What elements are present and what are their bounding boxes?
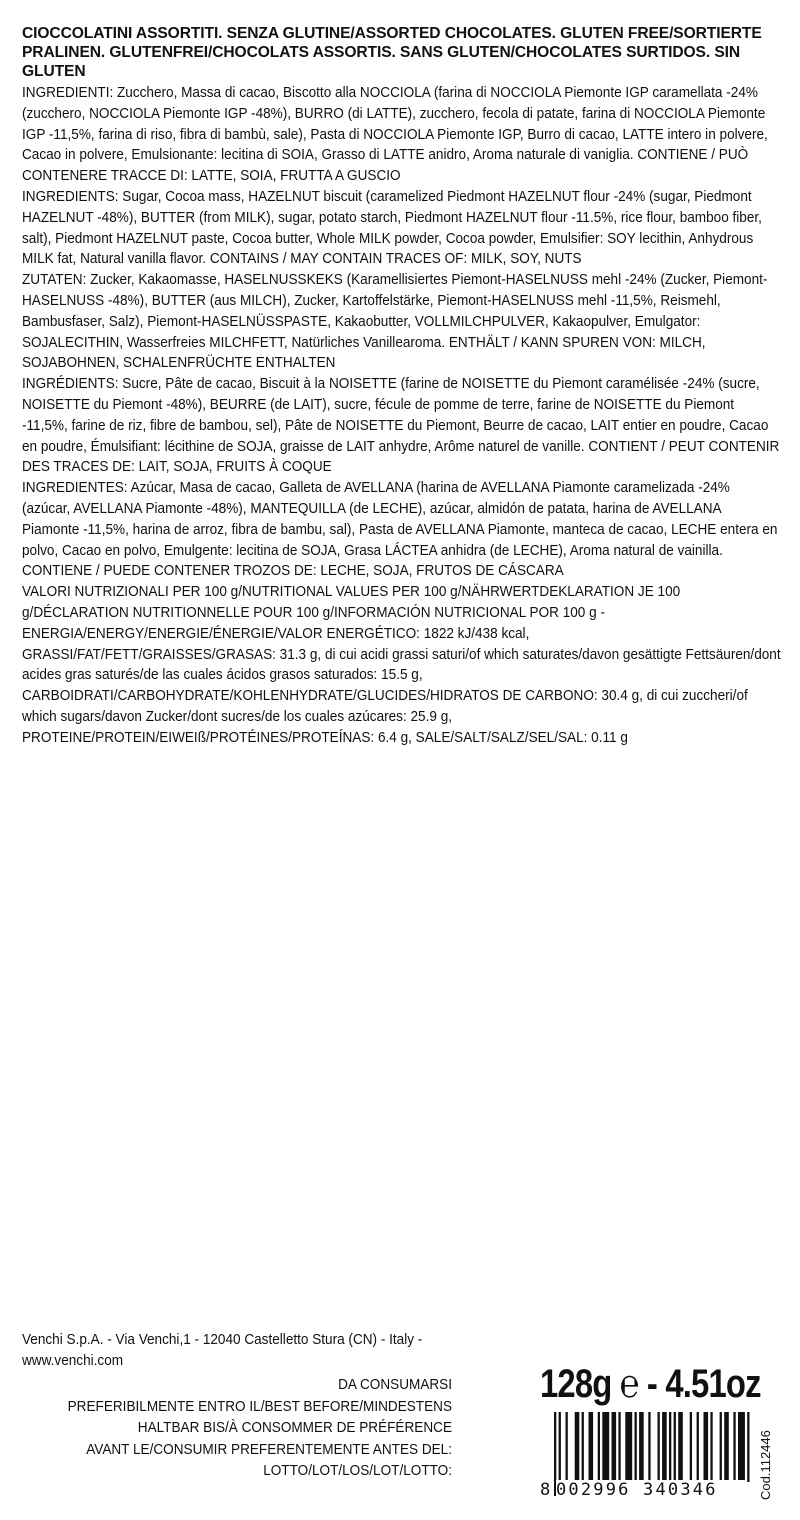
nutrition-table [22, 582, 782, 748]
barcode-bar [618, 1412, 620, 1482]
barcode-bar [625, 1412, 632, 1482]
nutrition-energy: ENERGIA/ENERGY/ENERGIE/ÉNERGIE/VALOR ENERGÉTICO: 1822 kJ/438 kcal, [22, 625, 530, 642]
ingredients-en: INGREDIENTS: Sugar, Cocoa mass, HAZELNUT biscuit (caramelized Piedmont HAZELNUT flour -24% (sugar, Piedmont HAZELNUT -48%), BUTTER (from MILK), sugar, potato starch, Piedmont HAZELNUT flour -11.5%, rice flour, bamboo fiber, salt), Piedmont HAZELNUT paste, Cocoa butter, Whole MILK powder, Cocoa powder, Emulsifier: SOY lecithin, Anhydrous MILK fat, Natural vanilla flavor. CONTAINS / MAY CONTAIN TRACES OF: MILK, SOY, NUTS [22, 188, 762, 268]
barcode-bar [602, 1412, 609, 1482]
barcode-bar [733, 1412, 735, 1482]
barcode-bar [738, 1412, 745, 1482]
barcode-bar [669, 1412, 671, 1482]
nutrition-protein: PROTEINE/PROTEIN/EIWEIß/PROTÉINES/PROTEÍNAS: 6.4 g, SALE/SALT/SALZ/SEL/SAL: 0.11 g [22, 729, 628, 746]
barcode-bar [612, 1412, 617, 1482]
best-before-line-1: DA CONSUMARSI [338, 1377, 452, 1393]
barcode-bar [658, 1412, 660, 1482]
nutrition-fat: GRASSI/FAT/FETT/GRAISSES/GRASAS: 31.3 g, di cui acidi grassi saturi/of which saturates/davon gesättigte Fettsäuren/dont acides gras saturés/de las cuales ácidos grasos saturados: 15.5 g, [22, 646, 781, 684]
best-before-line-2: PREFERIBILMENTE ENTRO IL/BEST BEFORE/MINDESTENS [67, 1398, 452, 1415]
barcode-bar [747, 1412, 749, 1482]
barcode-bar [648, 1412, 650, 1482]
barcode-bar [697, 1412, 699, 1482]
barcode-bar [639, 1412, 644, 1482]
barcode-bar [724, 1412, 729, 1482]
barcode-bar [710, 1412, 712, 1482]
barcode-bar [635, 1412, 637, 1482]
ingredients-de: ZUTATEN: Zucker, Kakaomasse, HASELNUSSKEKS (Karamellisiertes Piemont-HASELNUSS mehl -24% (Zucker, Piemont-HASELNUSS -48%), BUTTER (aus MILCH), Zucker, Kartoffelstärke, Piemont-HASELNUSS mehl -11,5%, Reismehl, Bambusfaser, Salz), Piemont-HASELNÜSSPASTE, Kakaobutter, VOLLMILCHPULVER, Kakaopulver, Emulgator: SOJALECITHIN, Wasserfreies MILCHFETT, Natürliches Vanillearoma. ENTHÄLT / KANN SPUREN VON: MILCH, SOJABOHNEN, SCHALENFRÜCHTE ENTHALTEN [22, 272, 768, 372]
barcode-bar [582, 1412, 584, 1482]
barcode-bar [575, 1412, 580, 1482]
ingredients-fr: INGRÉDIENTS: Sucre, Pâte de cacao, Biscuit à la NOISETTE (farine de NOISETTE du Piemont caramélisée -24% (sucre, NOISETTE du Piemont -48%), BEURRE (de LAIT), sucre, fécule de pomme de terre, farine de NOISETTE du Piemont -11,5%, farine de riz, fibre de bambou, sel), Pâte de NOISETTE du Piemont, Beurre de cacao, LAIT entier en poudre, Cacao en poudre, Émulsifiant: lécithine de SOJA, graisse de LAIT anhydre, Arôme naturel de vanille. CONTIENT / PEUT CONTENIR DES TRACES DE: LAIT, SOJA, FRUITS À COQUE [22, 376, 780, 476]
product-code: Cod.112446 [758, 1430, 773, 1500]
ingredients-es: INGREDIENTES: Azúcar, Masa de cacao, Galleta de AVELLANA (harina de AVELLANA Piamonte caramelizada -24% (azúcar, AVELLANA Piamonte -48%), MANTEQUILLA (de LECHE), azúcar, almidón de patata, harina de AVELLANA Piamonte -11,5%, harina de arroz, fibra de bambu, sal), Pasta de AVELLANA Piamonte, manteca de cacao, LECHE entera en polvo, Cacao en polvo, Emulgente: lecitina de SOJA, Grasa LÁCTEA anhidra (de LECHE), Aroma natural de vainilla. CONTIENE / PUEDE CONTENER TROZOS DE: LECHE, SOJA, FRUTOS DE CÁSCARA [22, 480, 778, 580]
product-title: CIOCCOLATINI ASSORTITI. SENZA GLUTINE/ASSORTED CHOCOLATES. GLUTEN FREE/SORTIERTE PRALINEN. GLUTENFREI/CHOCOLATS ASSORTIS. SANS GLUTEN/CHOCOLATES SURTIDOS. SIN GLUTEN [22, 25, 762, 80]
barcode-number: 002996 340346 [556, 1480, 746, 1500]
net-weight: 128g ℮ - 4.51oz [540, 1362, 761, 1406]
ingredients-it: INGREDIENTI: Zucchero, Massa di cacao, Biscotto alla NOCCIOLA (farina di NOCCIOLA Piemonte IGP caramellata -24% (zucchero, NOCCIOLA Piemonte IGP -48%), BURRO (di LATTE), zucchero, fecola di patate, farina di NOCCIOLA Piemonte IGP -11,5%, farina di riso, fibra di bambù, sale), Pasta di NOCCIOLA Piemonte IGP, Burro di cacao, LATTE intero in polvere, Cacao in polvere, Emulsionante: lecitina di SOIA, Grasso di LATTE anidro, Aroma naturale di vaniglia. CONTIENE / PUÒ CONTENERE TRACCE DI: LATTE, SOIA, FRUTTA A GUSCIO [22, 85, 768, 185]
best-before-line-4: AVANT LE/CONSUMIR PREFERENTEMENTE ANTES DEL: [86, 1441, 452, 1458]
barcode-bar [720, 1412, 722, 1482]
barcode-bar [704, 1412, 709, 1482]
nutrition-heading: VALORI NUTRIZIONALI PER 100 g/NUTRITIONAL VALUES PER 100 g/NÄHRWERTDEKLARATION JE 100 g/DÉCLARATION NUTRITIONNELLE POUR 100 g/INFORMACIÓN NUTRICIONAL POR 100 g - [22, 584, 681, 621]
best-before-block [22, 1375, 452, 1483]
company-address: Venchi S.p.A. - Via Venchi,1 - 12040 Castelletto Stura (CN) - Italy - www.venchi.com [22, 1332, 423, 1369]
barcode-bar [690, 1412, 692, 1482]
barcode-first-digit: 8 [540, 1480, 551, 1500]
barcode-bar [598, 1412, 600, 1482]
barcode-bar [566, 1412, 568, 1482]
lot-line: LOTTO/LOT/LOS/LOT/LOTTO: [263, 1463, 452, 1479]
label-text-block [22, 24, 782, 749]
best-before-line-3: HALTBAR BIS/À CONSOMMER DE PRÉFÉRENCE [137, 1420, 453, 1436]
barcode-bar [589, 1412, 594, 1482]
barcode-bar [662, 1412, 667, 1482]
nutrition-carbs: CARBOIDRATI/CARBOHYDRATE/KOHLENHYDRATE/GLUCIDES/HIDRATOS DE CARBONO: 30.4 g, di cui zuccheri/of which sugars/davon Zucker/dont sucres/de los cuales azúcares: 25.9 g, [22, 688, 748, 725]
